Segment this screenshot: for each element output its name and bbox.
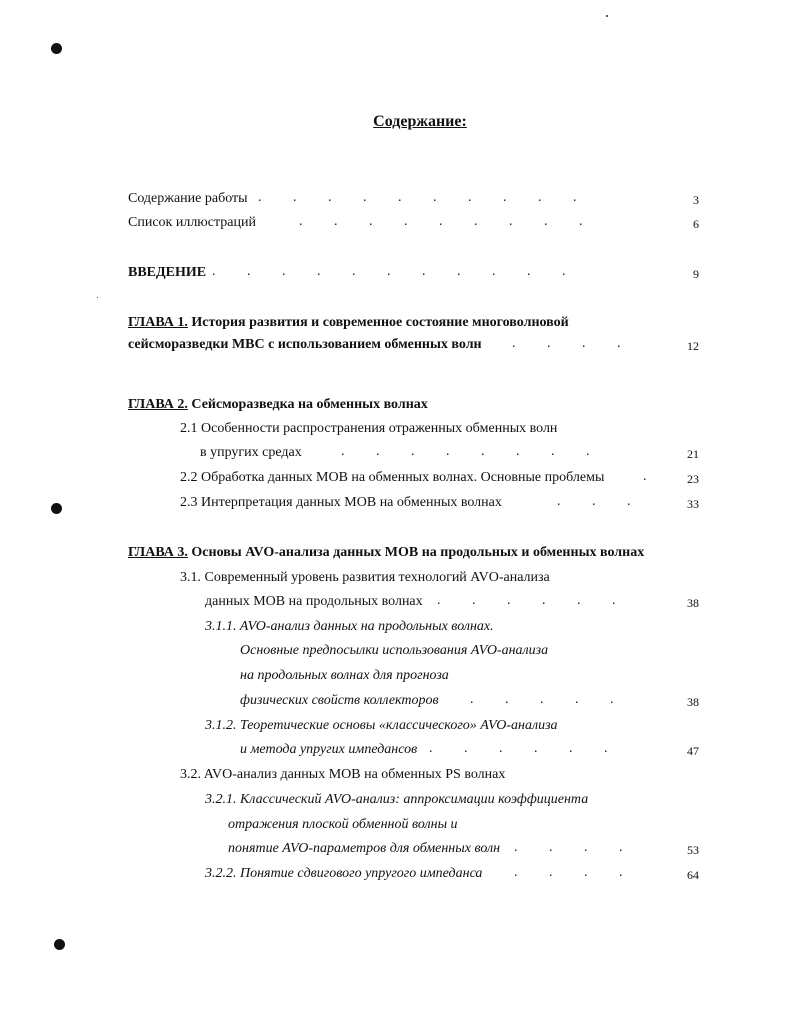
page-number: 53 bbox=[687, 843, 699, 857]
toc-entry-cont: данных МОВ на продольных волнах bbox=[205, 594, 423, 609]
toc-entry-text: ВВЕДЕНИЕ bbox=[128, 265, 207, 280]
page-number: 23 bbox=[687, 472, 699, 486]
leader-dots: . . . bbox=[557, 494, 631, 509]
chapter-heading[interactable] bbox=[128, 544, 644, 562]
leader-dots: . . . . . . bbox=[429, 741, 608, 756]
toc-entry-text: 3.2. AVO-анализ данных МОВ на обменных PS волнах bbox=[180, 767, 506, 782]
chapter-label: ГЛАВА 2. bbox=[128, 397, 188, 412]
toc-entry-cont: Основные предпосылки использования AVO-анализа bbox=[240, 643, 549, 658]
chapter-title-cont: сейсморазведки МВС с использованием обменных волн bbox=[128, 337, 482, 352]
toc-entry-text: 3.2.2. Понятие сдвигового упругого импеданса bbox=[205, 866, 483, 881]
punch-hole-middle bbox=[51, 503, 62, 514]
scan-speck bbox=[606, 15, 608, 17]
toc-entry[interactable] bbox=[180, 420, 557, 438]
page-number: 3 bbox=[693, 193, 699, 207]
toc-entry[interactable] bbox=[205, 717, 558, 735]
page-number: 9 bbox=[693, 267, 699, 281]
chapter-title: Основы AVO-анализа данных МОВ на продольных и обменных волнах bbox=[191, 545, 645, 560]
toc-entry[interactable] bbox=[180, 494, 502, 512]
toc-entry-text: 2.2 Обработка данных МОВ на обменных волнах. Основные проблемы bbox=[180, 470, 605, 485]
toc-entry-text: 3.1.1. AVO-анализ данных на продольных волнах. bbox=[205, 619, 494, 634]
toc-entry[interactable] bbox=[205, 791, 588, 809]
leader-dots: . . . . . . bbox=[437, 593, 616, 608]
page-number: 47 bbox=[687, 744, 699, 758]
leader-dots: . . . . bbox=[514, 865, 623, 880]
toc-entry[interactable] bbox=[180, 766, 505, 784]
toc-entry-text: 3.2.1. Классический AVO-анализ: аппроксимации коэффициента bbox=[205, 792, 589, 807]
toc-entry-cont: на продольных волнах для прогноза bbox=[240, 668, 449, 683]
toc-entry-cont: понятие AVO-параметров для обменных волн bbox=[228, 841, 501, 856]
chapter-title: Сейсморазведка на обменных волнах bbox=[191, 397, 428, 412]
leader-dots: . . . . . . . . bbox=[341, 444, 590, 459]
toc-entry-cont: отражения плоской обменной волны и bbox=[228, 817, 458, 832]
toc-entry[interactable] bbox=[128, 264, 206, 282]
page-title: Содержание: bbox=[373, 113, 467, 130]
toc-entry-text: 3.1.2. Теоретические основы «классического» AVO-анализа bbox=[205, 718, 558, 733]
scan-speck bbox=[97, 297, 98, 298]
punch-hole-top bbox=[51, 43, 62, 54]
toc-entry[interactable] bbox=[180, 469, 604, 487]
toc-entry-text: 2.1 Особенности распространения отраженных обменных волн bbox=[180, 421, 558, 436]
toc-entry[interactable] bbox=[128, 190, 248, 208]
page-number: 21 bbox=[687, 447, 699, 461]
leader-dots: . . . . . bbox=[470, 692, 614, 707]
leader-dots: . . . . . . . . . bbox=[299, 214, 583, 229]
toc-entry[interactable] bbox=[128, 214, 256, 232]
toc-entry-cont: и метода упругих импедансов bbox=[240, 742, 418, 757]
chapter-heading[interactable] bbox=[128, 396, 428, 414]
toc-entry-text: Список иллюстраций bbox=[128, 215, 256, 230]
toc-entry[interactable] bbox=[205, 618, 494, 636]
page-number: 33 bbox=[687, 497, 699, 511]
toc-entry-text: 2.3 Интерпретация данных МОВ на обменных волнах bbox=[180, 495, 502, 510]
chapter-label: ГЛАВА 3. bbox=[128, 545, 188, 560]
chapter-label: ГЛАВА 1. bbox=[128, 315, 188, 330]
leader-dots: . . . . . . . . . . . bbox=[212, 264, 566, 279]
page-number: 38 bbox=[687, 596, 699, 610]
leader-dots: . bbox=[643, 469, 647, 484]
leader-dots: . . . . bbox=[512, 336, 621, 351]
chapter-heading[interactable] bbox=[128, 314, 569, 332]
toc-entry-cont: физических свойств коллекторов bbox=[240, 693, 439, 708]
toc-entry-cont: в упругих средах bbox=[200, 445, 302, 460]
punch-hole-bottom bbox=[54, 939, 65, 950]
toc-entry-text: 3.1. Современный уровень развития технологий AVO-анализа bbox=[180, 570, 550, 585]
toc-entry-text: Содержание работы bbox=[128, 191, 248, 206]
toc-entry[interactable] bbox=[180, 569, 550, 587]
toc-entry[interactable] bbox=[205, 865, 482, 883]
page-number: 38 bbox=[687, 695, 699, 709]
page-number: 64 bbox=[687, 868, 699, 882]
leader-dots: . . . . bbox=[514, 840, 623, 855]
chapter-title: История развития и современное состояние многоволновой bbox=[191, 315, 569, 330]
page-number: 6 bbox=[693, 217, 699, 231]
page-number: 12 bbox=[687, 339, 699, 353]
leader-dots: . . . . . . . . . . bbox=[258, 190, 577, 205]
